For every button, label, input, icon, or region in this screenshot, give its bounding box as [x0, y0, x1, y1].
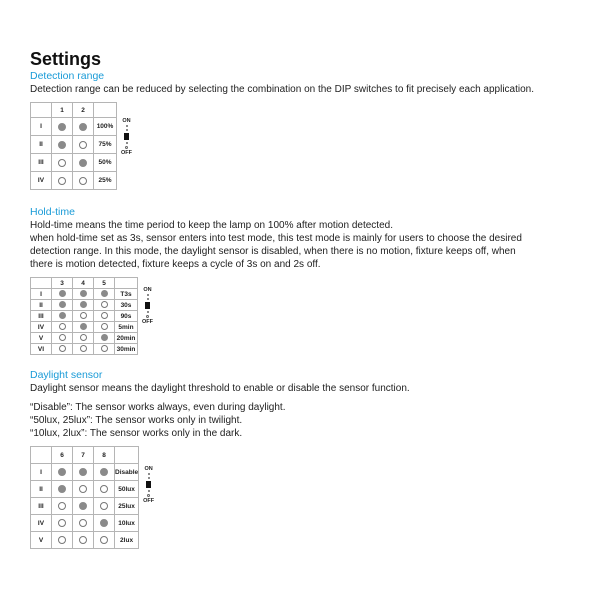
hold-time-dip-switch — [142, 287, 153, 325]
table-value-header-cell — [115, 278, 138, 289]
daylight-sensor-notes — [30, 401, 596, 440]
switch-track-dot-icon — [148, 490, 150, 492]
switch-state-cell — [94, 515, 115, 532]
detection-range-block — [30, 102, 596, 190]
switch-state-cell — [52, 136, 73, 154]
settings-page — [30, 48, 596, 549]
switch-off-dot-icon — [58, 502, 66, 510]
switch-number-header: 7 — [73, 447, 94, 464]
row-label: II — [31, 136, 52, 154]
hold-time-text-line: there is motion detected, fixture keeps a cycle of 3s on and 2s off. — [30, 259, 321, 270]
setting-value: 5min — [115, 322, 138, 333]
table-row — [31, 322, 138, 333]
row-label: I — [31, 464, 52, 481]
table-row — [31, 172, 117, 190]
hold-time-text-line: when hold-time set as 3s, sensor enters into test mode, this test mode is mainly for users to choose the desired — [30, 233, 522, 244]
switch-number-header: 3 — [52, 278, 73, 289]
dip-switch-icon — [148, 472, 150, 498]
switch-state-cell — [73, 344, 94, 355]
row-label: I — [31, 289, 52, 300]
table-header-row — [31, 278, 138, 289]
setting-value: 30min — [115, 344, 138, 355]
row-label: I — [31, 118, 52, 136]
switch-off-dot-icon — [79, 519, 87, 527]
switch-off-dot-icon — [100, 485, 108, 493]
daylight-note-line: “10lux, 2lux”: The sensor works only in the dark. — [30, 428, 243, 439]
switch-state-cell — [52, 118, 73, 136]
table-row — [31, 300, 138, 311]
setting-value: 50% — [94, 154, 117, 172]
switch-state-cell — [94, 481, 115, 498]
row-label: III — [31, 154, 52, 172]
table-row — [31, 154, 117, 172]
switch-on-dot-icon — [79, 468, 87, 476]
switch-off-ring-icon — [147, 494, 150, 497]
table-row — [31, 118, 117, 136]
daylight-note-line: “Disable”: The sensor works always, even during daylight. — [30, 402, 286, 413]
switch-off-dot-icon — [58, 519, 66, 527]
switch-state-cell — [94, 333, 115, 344]
dip-switch-icon — [126, 124, 128, 150]
table-value-header-cell — [94, 103, 117, 118]
switch-on-dot-icon — [80, 301, 87, 308]
switch-off-dot-icon — [100, 502, 108, 510]
switch-number-header: 5 — [94, 278, 115, 289]
switch-state-cell — [52, 154, 73, 172]
switch-off-dot-icon — [59, 334, 66, 341]
switch-state-cell — [52, 481, 73, 498]
switch-track-dot-icon — [126, 142, 128, 144]
switch-off-ring-icon — [146, 315, 149, 318]
switch-state-cell — [52, 498, 73, 515]
switch-off-dot-icon — [101, 345, 108, 352]
switch-off-label: OFF — [121, 150, 132, 156]
switch-knob-icon — [146, 481, 151, 488]
hold-time-table-wrap — [30, 277, 138, 355]
row-label: V — [31, 333, 52, 344]
switch-on-dot-icon — [101, 290, 108, 297]
row-label: IV — [31, 515, 52, 532]
switch-on-dot-icon — [58, 123, 66, 131]
daylight-sensor-table-wrap — [30, 446, 139, 549]
switch-on-dot-icon — [80, 290, 87, 297]
setting-value: 75% — [94, 136, 117, 154]
table-row — [31, 464, 139, 481]
switch-state-cell — [94, 322, 115, 333]
switch-state-cell — [52, 311, 73, 322]
switch-state-cell — [52, 515, 73, 532]
switch-off-dot-icon — [59, 345, 66, 352]
switch-state-cell — [52, 300, 73, 311]
switch-off-dot-icon — [101, 312, 108, 319]
switch-track-dot-icon — [147, 298, 149, 300]
hold-time-description — [30, 219, 596, 271]
switch-on-label: ON — [143, 287, 152, 293]
switch-knob-icon — [124, 133, 129, 140]
switch-off-dot-icon — [79, 177, 87, 185]
daylight-text-line: Daylight sensor means the daylight threshold to enable or disable the sensor function. — [30, 383, 410, 394]
hold-time-text-line: detection range. In this mode, the daylight sensor is disabled, when there is no motion, fixture keeps off, when — [30, 246, 516, 257]
switch-on-dot-icon — [100, 468, 108, 476]
switch-state-cell — [52, 172, 73, 190]
table-row — [31, 333, 138, 344]
switch-track-dot-icon — [148, 473, 150, 475]
detection-dip-table — [30, 102, 117, 190]
switch-state-cell — [52, 344, 73, 355]
switch-knob-icon — [145, 302, 150, 309]
switch-state-cell — [52, 289, 73, 300]
switch-number-header: 6 — [52, 447, 73, 464]
daylight-note-line: “50lux, 25lux”: The sensor works only in twilight. — [30, 415, 243, 426]
daylight-sensor-description — [30, 382, 596, 395]
dip-switch-icon — [147, 293, 149, 319]
switch-on-dot-icon — [58, 485, 66, 493]
daylight-dip-switch — [143, 466, 154, 504]
holdtime-dip-table — [30, 277, 138, 355]
table-row — [31, 481, 139, 498]
setting-value: 30s — [115, 300, 138, 311]
row-label: II — [31, 300, 52, 311]
switch-on-dot-icon — [58, 468, 66, 476]
row-label: III — [31, 498, 52, 515]
setting-value: 25% — [94, 172, 117, 190]
row-label: VI — [31, 344, 52, 355]
switch-track-dot-icon — [147, 294, 149, 296]
switch-state-cell — [73, 481, 94, 498]
switch-on-dot-icon — [59, 312, 66, 319]
switch-state-cell — [73, 311, 94, 322]
switch-state-cell — [73, 532, 94, 549]
table-row — [31, 532, 139, 549]
table-header-row — [31, 447, 139, 464]
switch-off-dot-icon — [80, 334, 87, 341]
switch-track-dot-icon — [126, 125, 128, 127]
switch-state-cell — [94, 300, 115, 311]
switch-state-cell — [73, 172, 94, 190]
switch-state-cell — [73, 154, 94, 172]
switch-state-cell — [73, 515, 94, 532]
setting-value: 20min — [115, 333, 138, 344]
switch-track-dot-icon — [148, 477, 150, 479]
switch-off-dot-icon — [80, 312, 87, 319]
switch-state-cell — [73, 464, 94, 481]
table-corner-cell — [31, 278, 52, 289]
switch-off-ring-icon — [125, 146, 128, 149]
switch-number-header: 1 — [52, 103, 73, 118]
hold-time-text-line: Hold-time means the time period to keep the lamp on 100% after motion detected. — [30, 220, 393, 231]
switch-on-dot-icon — [79, 159, 87, 167]
table-row — [31, 515, 139, 532]
switch-off-dot-icon — [79, 485, 87, 493]
detection-range-description: Detection range can be reduced by selecting the combination on the DIP switches to fit precisely each application. — [30, 84, 534, 95]
setting-value: 25lux — [115, 498, 139, 515]
switch-off-dot-icon — [79, 141, 87, 149]
hold-time-heading: Hold-time — [30, 206, 75, 218]
row-label: II — [31, 481, 52, 498]
table-value-header-cell — [115, 447, 139, 464]
table-corner-cell — [31, 103, 52, 118]
table-header-row — [31, 103, 117, 118]
switch-number-header: 8 — [94, 447, 115, 464]
switch-state-cell — [52, 322, 73, 333]
row-label: V — [31, 532, 52, 549]
switch-number-header: 2 — [73, 103, 94, 118]
daylight-dip-table — [30, 446, 139, 549]
hold-time-block — [30, 277, 596, 355]
switch-off-dot-icon — [58, 177, 66, 185]
switch-state-cell — [73, 322, 94, 333]
table-row — [31, 136, 117, 154]
detection-dip-switch — [121, 118, 132, 156]
switch-on-dot-icon — [80, 323, 87, 330]
switch-on-dot-icon — [101, 334, 108, 341]
setting-value: T3s — [115, 289, 138, 300]
setting-value: 100% — [94, 118, 117, 136]
table-row — [31, 311, 138, 322]
table-corner-cell — [31, 447, 52, 464]
switch-off-dot-icon — [100, 536, 108, 544]
table-row — [31, 289, 138, 300]
switch-state-cell — [52, 464, 73, 481]
page-title: Settings — [30, 49, 102, 69]
switch-on-label: ON — [122, 118, 131, 124]
switch-state-cell — [73, 118, 94, 136]
switch-state-cell — [73, 300, 94, 311]
switch-on-dot-icon — [59, 290, 66, 297]
switch-state-cell — [52, 532, 73, 549]
switch-on-dot-icon — [79, 502, 87, 510]
switch-state-cell — [94, 344, 115, 355]
switch-state-cell — [94, 289, 115, 300]
row-label: IV — [31, 172, 52, 190]
switch-state-cell — [94, 498, 115, 515]
setting-value: 50lux — [115, 481, 139, 498]
setting-value: 10lux — [115, 515, 139, 532]
switch-on-dot-icon — [100, 519, 108, 527]
switch-state-cell — [73, 289, 94, 300]
switch-state-cell — [73, 333, 94, 344]
detection-range-table-wrap — [30, 102, 117, 190]
switch-off-dot-icon — [59, 323, 66, 330]
switch-on-dot-icon — [59, 301, 66, 308]
switch-number-header: 4 — [73, 278, 94, 289]
daylight-sensor-heading: Daylight sensor — [30, 369, 103, 381]
detection-range-heading: Detection range — [30, 70, 105, 82]
switch-state-cell — [73, 498, 94, 515]
table-row — [31, 344, 138, 355]
switch-track-dot-icon — [126, 129, 128, 131]
switch-on-label: ON — [144, 466, 153, 472]
row-label: III — [31, 311, 52, 322]
switch-state-cell — [94, 532, 115, 549]
switch-on-dot-icon — [58, 141, 66, 149]
switch-track-dot-icon — [147, 311, 149, 313]
setting-value: Disable — [115, 464, 139, 481]
switch-on-dot-icon — [79, 123, 87, 131]
switch-state-cell — [52, 333, 73, 344]
switch-off-dot-icon — [58, 159, 66, 167]
row-label: IV — [31, 322, 52, 333]
setting-value: 90s — [115, 311, 138, 322]
switch-state-cell — [73, 136, 94, 154]
switch-state-cell — [94, 464, 115, 481]
switch-off-dot-icon — [101, 301, 108, 308]
switch-off-dot-icon — [58, 536, 66, 544]
daylight-sensor-block — [30, 446, 596, 549]
switch-off-label: OFF — [143, 498, 155, 504]
table-row — [31, 498, 139, 515]
switch-off-dot-icon — [79, 536, 87, 544]
switch-state-cell — [94, 311, 115, 322]
setting-value: 2lux — [115, 532, 139, 549]
switch-off-dot-icon — [80, 345, 87, 352]
switch-off-dot-icon — [101, 323, 108, 330]
switch-off-label: OFF — [142, 319, 153, 325]
